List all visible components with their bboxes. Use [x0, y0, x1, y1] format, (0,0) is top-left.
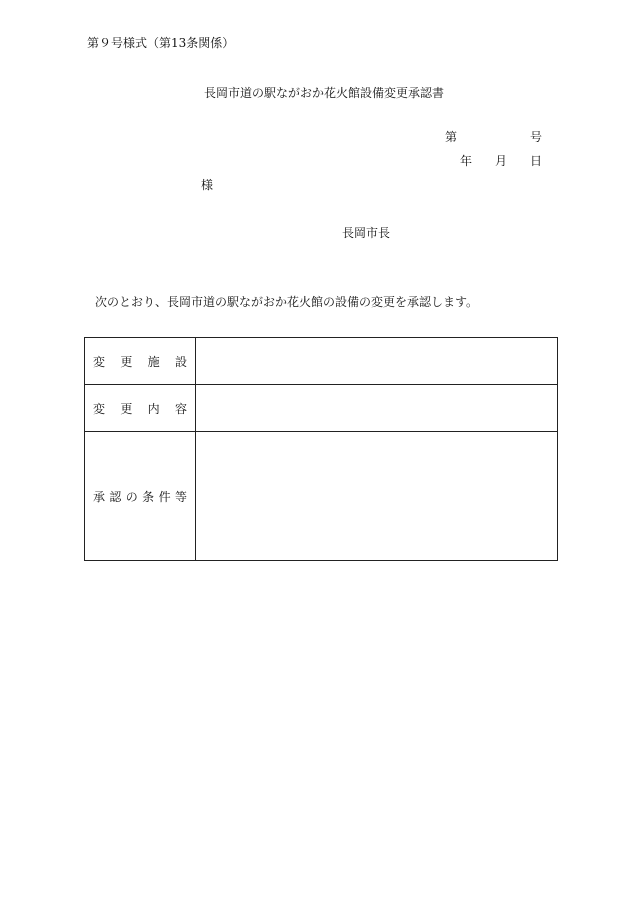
label-char: 条 [142, 489, 155, 504]
document-number-suffix: 号 [530, 130, 543, 144]
label-char: 変 [93, 354, 106, 369]
label-char: 等 [174, 489, 187, 504]
label-char: 承 [93, 489, 106, 504]
issuer-name: 長岡市長 [342, 226, 391, 240]
value-change-content[interactable] [196, 385, 558, 432]
approval-statement: 次のとおり、長岡市道の駅ながおか花火館の設備の変更を承認します。 [95, 295, 479, 309]
label-char: 容 [174, 401, 187, 416]
label-char: 変 [93, 401, 106, 416]
table-row-content [85, 385, 558, 432]
label-char: の [125, 489, 138, 504]
label-char: 件 [158, 489, 171, 504]
document-title: 長岡市道の駅ながおか花火館設備変更承認書 [204, 86, 445, 100]
label-approval-conditions [85, 432, 196, 561]
addressee-honorific: 様 [201, 178, 214, 192]
label-char: 施 [147, 354, 160, 369]
date-day-label: 日 [530, 154, 543, 168]
label-change-content [85, 385, 196, 432]
label-char: 更 [120, 401, 133, 416]
form-number: 第９号様式（第13条関係） [87, 36, 235, 50]
approval-table [84, 337, 558, 561]
date-year-label: 年 [460, 154, 473, 168]
label-char: 認 [109, 489, 122, 504]
document-number-prefix: 第 [445, 130, 458, 144]
label-char: 設 [174, 354, 187, 369]
table-row-facility [85, 338, 558, 385]
label-char: 内 [147, 401, 160, 416]
label-char: 更 [120, 354, 133, 369]
label-changed-facility [85, 338, 196, 385]
table-row-conditions [85, 432, 558, 561]
value-changed-facility[interactable] [196, 338, 558, 385]
value-approval-conditions[interactable] [196, 432, 558, 561]
date-month-label: 月 [495, 154, 508, 168]
